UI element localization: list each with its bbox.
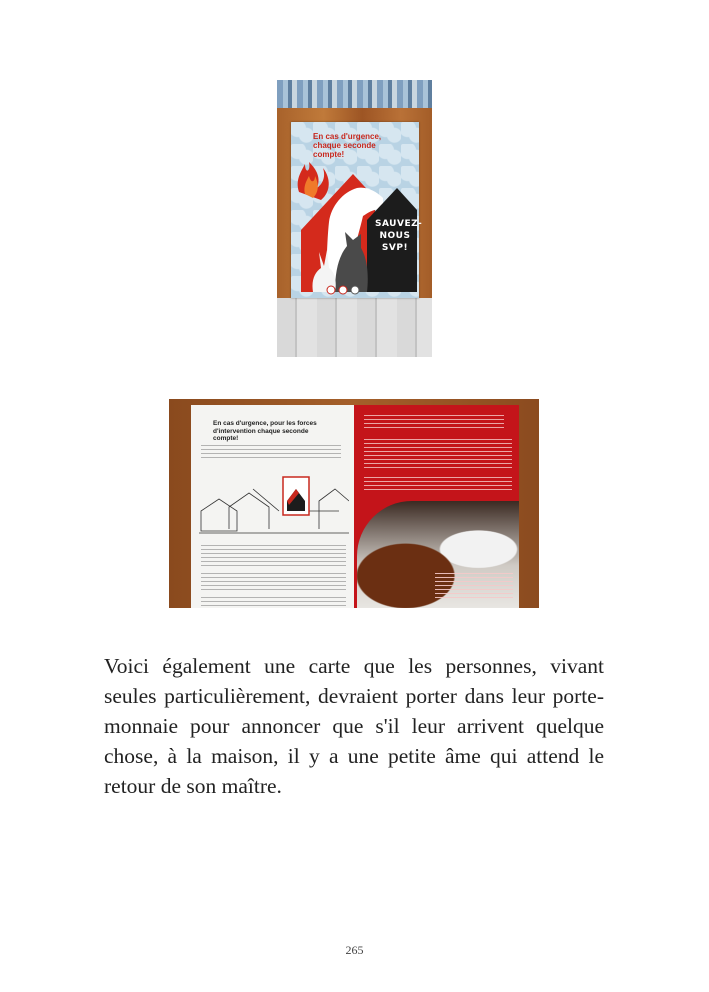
left-page-text-block-3 (201, 573, 346, 593)
brochure-left-page (191, 405, 354, 608)
left-page-text-block-2 (201, 545, 346, 569)
page-number: 265 (345, 943, 364, 957)
left-page-text-block-4 (201, 597, 346, 608)
right-page-text-block (364, 439, 512, 471)
brochure-cover-photo (277, 80, 432, 357)
right-page-heading-lines (364, 415, 504, 431)
right-page-text-block-2 (364, 477, 512, 493)
body-paragraph: Voici également une carte que les personnes, vivant seules particulièrement, devraient porter dans leur porte-monnaie pour annoncer que s'il leur arrivent quelque chose, à la maison, il y a une petite âme qui attend le retour de son maître. (104, 654, 604, 798)
photo-caption-lines (435, 573, 513, 601)
cover-title: En cas d'urgence, chaque seconde compte! (313, 132, 382, 159)
brochure-cover (291, 122, 423, 298)
floor-tiles (277, 298, 432, 357)
left-page-text-block (201, 445, 341, 461)
cover-slogan: SAUVEZ-NOUS SVP! (375, 219, 423, 253)
brochure-right-page (354, 405, 519, 608)
inside-heading: En cas d'urgence, pour les forces d'intervention chaque seconde compte! (213, 420, 317, 442)
open-brochure-photo (169, 399, 539, 608)
dog-and-cat-photo (357, 501, 519, 608)
house-sketch (199, 471, 349, 541)
